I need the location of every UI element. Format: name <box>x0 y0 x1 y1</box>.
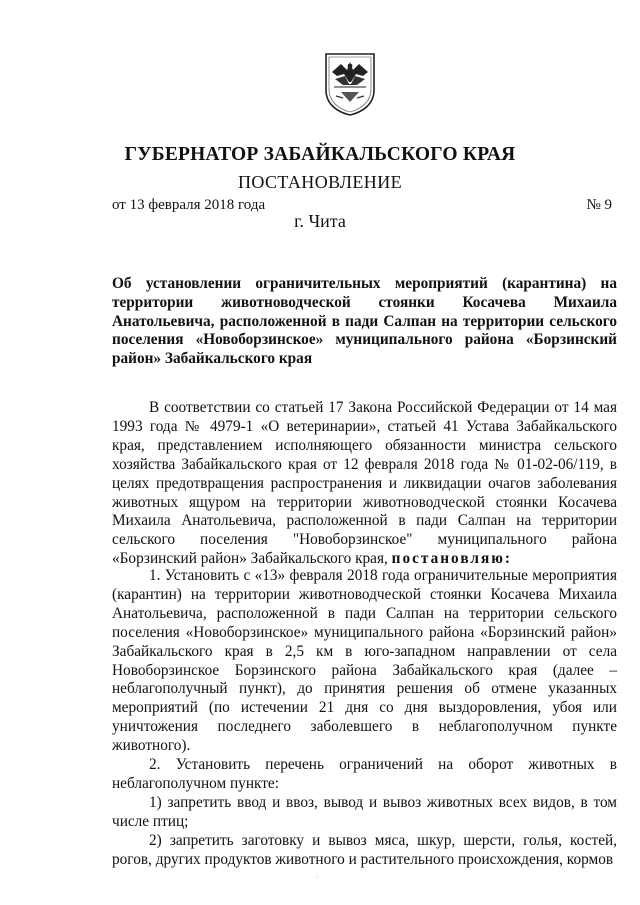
preamble <box>112 399 617 569</box>
decree-word: постановляю: <box>391 550 513 568</box>
item-2: 2. Установить перечень ограничений на оборот животных в неблагополучном пункте: <box>112 756 617 792</box>
preamble-paragraph <box>112 399 617 569</box>
document-type: ПОСТАНОВЛЕНИЕ <box>237 172 403 192</box>
coat-of-arms-emblem <box>323 52 377 116</box>
decree-items <box>112 567 617 870</box>
authority-title: ГУБЕРНАТОР ЗАБАЙКАЛЬСКОГО КРАЯ <box>124 144 516 165</box>
document-date: от 13 февраля 2018 года <box>112 197 266 213</box>
subitem-1: 1) запретить ввод и ввоз, вывод и вывоз животных всех видов, в том числе птиц; <box>112 793 617 830</box>
preamble-text: В соответствии со статьей 17 Закона Российской Федерации от 14 мая 1993 года № 4979-1 «О ветеринарии», статьей 41 Устава Забайкальского края, представлением исполняющего обязанности министра сельского хозяйства Забайкальского края от 12 февраля 2018 года № 01-02-06/119, в целях предотвращения распространения и ликвидации очагов заболевания животных ящуром на территории животноводческой стоянки Косачева Михаила Анатольевича, расположенной в пади Салпан на территории сельского поселения "Новоборзинское" муниципального района «Борзинский район» Забайкальского края, <box>112 399 617 568</box>
item-1: 1. Установить с «13» февраля 2018 года ограничительные мероприятия (карантин) на территории животноводческой стоянки Косачева Михаила Анатольевича, расположенной в пади Салпан на территории сельского поселения «Новоборзинское» муниципального района «Борзинский район» Забайкальского края в 2,5 км в юго-западном направлении от села Новоборзинское Борзинского района Забайкальского края (далее – неблагополучный пункт), до принятия решения об отмене указанных мероприятий (по истечении 21 дня со дня выздоровления, убоя или уничтожения последнего заболевшего в неблагополучном пункте животного). <box>112 567 617 755</box>
page-mark: · <box>316 873 319 882</box>
document-city: г. Чита <box>294 211 346 231</box>
subitem-2: 2) запретить заготовку и вывоз мяса, шкур, шерсти, голья, костей, рогов, других продуктов животного и растительного происхождения, кормов <box>112 831 617 868</box>
document-subject: Об установлении ограничительных мероприятий (карантина) на территории животноводческой стоянки Косачева Михаила Анатольевича, расположенной в пади Салпан на территории сельского поселения «Новоборзинское» муниципального района «Борзинский район» Забайкальского края <box>112 275 617 368</box>
document-number: № 9 <box>586 197 612 213</box>
